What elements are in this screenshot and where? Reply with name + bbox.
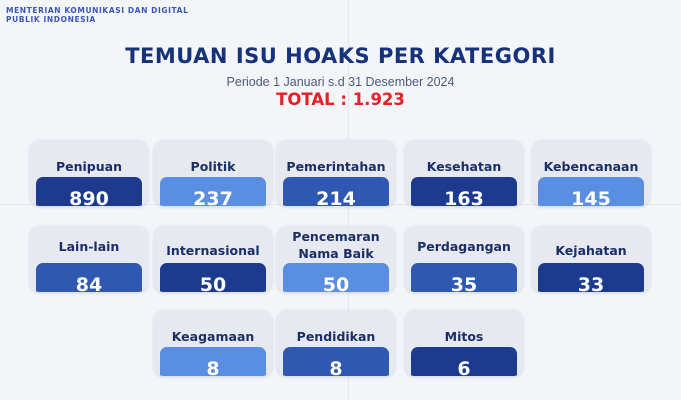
category-value-bar [538,177,644,206]
category-label: Lain-lain [58,239,120,254]
category-label: Internasional [166,243,260,258]
category-value-bar [160,263,266,292]
category-value: 84 [75,274,103,292]
category-value-bar [411,347,517,376]
category-label: Kebencanaan [543,159,639,174]
category-value-bar [411,177,517,206]
category-value: 145 [571,188,611,206]
category-value-bar [283,177,389,206]
category-value: 6 [457,358,471,376]
category-value-bar [160,177,266,206]
category-value-bar [411,263,517,292]
category-value: 33 [577,274,605,292]
category-card-pendidikan [277,310,395,376]
ministry-line-2: PUBLIK INDONESIA [6,15,96,24]
category-label: Mitos [444,329,484,344]
category-value-bar [538,263,644,292]
category-card-politik [154,140,272,206]
category-label: Politik [190,159,236,174]
category-value-bar [36,177,142,206]
category-value-bar [283,347,389,376]
category-value: 50 [322,274,350,292]
category-value-bar [36,263,142,292]
category-card-internasional [154,226,272,292]
category-card-lain-lain [30,226,148,292]
page-title: TEMUAN ISU HOAKS PER KATEGORI [125,44,556,68]
category-label: Pencemaran Nama Baik [292,229,380,261]
category-card-perdagangan [405,226,523,292]
category-card-kebencanaan [532,140,650,206]
period-subtitle: Periode 1 Januari s.d 31 Desember 2024 [226,75,455,89]
category-label: Perdagangan [417,239,511,254]
category-card-kesehatan [405,140,523,206]
category-card-penipuan [30,140,148,206]
ministry-line-1: MENTERIAN KOMUNIKASI DAN DIGITAL [6,6,189,15]
category-value-bar [283,263,389,292]
category-card-pemerintahan [277,140,395,206]
category-label: Pemerintahan [286,159,386,174]
category-label: Penipuan [55,159,122,174]
category-value: 50 [199,274,227,292]
category-value: 214 [316,188,356,206]
category-value: 35 [450,274,478,292]
category-value: 8 [329,358,343,376]
category-label: Kejahatan [555,243,627,258]
category-value: 163 [444,188,484,206]
total-count: TOTAL : 1.923 [276,90,405,109]
category-card-pencemaran-nama-baik [277,226,395,292]
category-label: Kesehatan [426,159,502,174]
category-value: 237 [193,188,233,206]
category-value: 8 [206,358,220,376]
category-card-mitos [405,310,523,376]
category-card-keagamaan [154,310,272,376]
ministry-name [6,6,206,24]
category-value-bar [160,347,266,376]
category-label: Keagamaan [171,329,255,344]
category-card-kejahatan [532,226,650,292]
category-label: Pendidikan [296,329,376,344]
category-value: 890 [69,188,109,206]
